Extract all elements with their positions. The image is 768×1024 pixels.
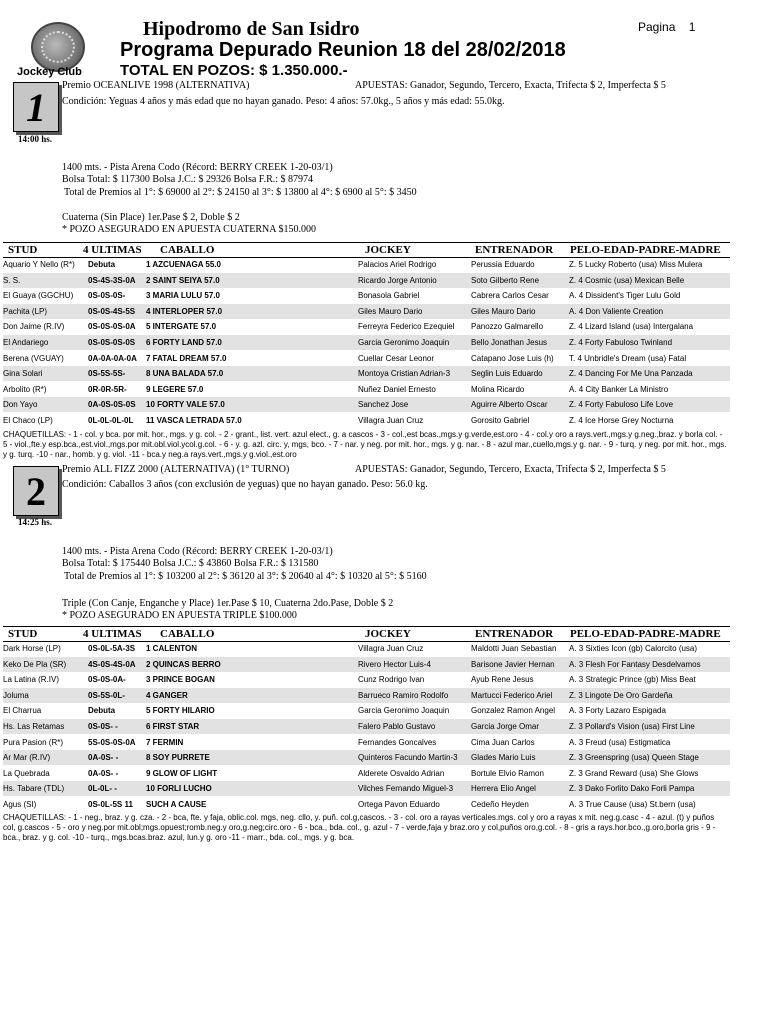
stud-cell: Hs. Las Retamas — [3, 722, 65, 731]
trainer-cell: Panozzo Galmarello — [471, 322, 544, 332]
col-jockey: JOCKEY — [365, 628, 411, 640]
jockey-cell: Nuñez Daniel Ernesto — [358, 384, 436, 394]
horse-name-cell: 5 FORTY HILARIO — [146, 706, 215, 716]
stud-cell: Agus (SI) — [3, 800, 37, 809]
table-row — [3, 335, 730, 350]
horse-name-cell: 5 INTERGATE 57.0 — [146, 322, 217, 332]
jockey-cell: Rivero Hector Luis-4 — [358, 659, 431, 669]
stud-cell: Berena (VGUAY) — [3, 353, 64, 363]
trainer-cell: Aguirre Alberto Oscar — [471, 400, 548, 410]
horse-name-cell: 8 SOY PURRETE — [146, 753, 210, 763]
pedigree-cell: Z. 4 Cosmic (usa) Mexican Belle — [569, 275, 685, 285]
stud-cell: El Charrua — [3, 706, 42, 716]
trainer-cell: Gonzalez Ramon Angel — [471, 706, 556, 716]
horse-name-cell: 11 VASCA LETRADA 57.0 — [146, 416, 242, 425]
trainer-cell: Cima Juan Carlos — [471, 737, 535, 747]
race-bolsa: Bolsa Total: $ 175440 Bolsa J.C.: $ 43860 Bolsa F.R.: $ 131580 — [62, 558, 319, 569]
ultimas-cell: 5S-0S-0S-0A — [88, 737, 136, 747]
ultimas-cell: 0L-0L-0L-0L — [88, 416, 134, 425]
stud-cell: Don Yayo — [3, 400, 38, 410]
table-row — [3, 797, 730, 812]
stud-cell: La Latina (R.IV) — [3, 675, 60, 685]
pedigree-cell: Z. 3 Pollard's Vision (usa) First Line — [569, 722, 695, 731]
trainer-cell: Glades Mario Luis — [471, 753, 536, 763]
horse-name-cell: 7 FATAL DREAM 57.0 — [146, 353, 227, 363]
page-subtitle: Programa Depurado Reunion 18 del 28/02/2018 — [120, 39, 566, 61]
horse-name-cell: 2 QUINCAS BERRO — [146, 659, 221, 669]
col-pelo: PELO-EDAD-PADRE-MADRE — [570, 244, 721, 256]
ultimas-cell: 0S-4S-3S-0A — [88, 275, 136, 285]
race-premios: Total de Premios al 1°: $ 103200 al 2°: $ 36120 al 3°: $ 20640 al 4°: $ 10320 al 5°: $ 5160 — [64, 571, 427, 582]
table-row — [3, 672, 730, 687]
ultimas-cell: 0A-0S- - — [88, 753, 119, 763]
ultimas-cell: 4S-0S-4S-0A — [88, 659, 136, 669]
total-pozos: TOTAL EN POZOS: $ 1.350.000.- — [120, 62, 348, 79]
trainer-cell: Maldotti Juan Sebastian — [471, 644, 557, 653]
jockey-cell: Ortega Pavon Eduardo — [358, 800, 440, 809]
page-title: Hipodromo de San Isidro — [143, 18, 360, 40]
jockey-cell: Villagra Juan Cruz — [358, 416, 424, 425]
stud-cell: Don Jaime (R.IV) — [3, 322, 65, 332]
jockey-cell: Garcia Geronimo Joaquin — [358, 706, 450, 716]
race-apuestas: APUESTAS: Ganador, Segundo, Tercero, Exacta, Trifecta $ 2, Imperfecta $ 5 — [355, 80, 666, 91]
pedigree-cell: A. 4 Don Valiente Creation — [569, 306, 664, 316]
pedigree-cell: Z. 3 Lingote De Oro Gardeña — [569, 690, 673, 700]
stud-cell: Pura Pasion (R*) — [3, 737, 64, 747]
col-caballo: CABALLO — [160, 628, 215, 640]
horse-name-cell: 9 GLOW OF LIGHT — [146, 768, 218, 778]
table-row — [3, 735, 730, 750]
race-pista: 1400 mts. - Pista Arena Codo (Récord: BERRY CREEK 1-20-03/1) — [62, 162, 333, 173]
table-row — [3, 382, 730, 397]
ultimas-cell: 0S-0S-0A- — [88, 675, 126, 685]
race-pista: 1400 mts. - Pista Arena Codo (Récord: BERRY CREEK 1-20-03/1) — [62, 546, 333, 557]
ultimas-cell: 0S-5S-5S- — [88, 369, 126, 379]
horse-name-cell: 1 AZCUENAGA 55.0 — [146, 260, 221, 269]
horse-name-cell: 2 SAINT SEIYA 57.0 — [146, 275, 220, 285]
col-stud: STUD — [8, 244, 38, 256]
ultimas-cell: 0S-0S-0S-0A — [88, 322, 136, 332]
ultimas-cell: 0S-0S-4S-5S — [88, 306, 136, 316]
chaquetillas: CHAQUETILLAS: - 1 - neg., braz. y g. cza. - 2 - bca, fte. y faja, oblic.col. mgs, neg. cllo, y. puñ. col.g,cascos. - 3 - col. oro a rayas verticales.mgs. col y oro a rayas x mit. neg.g.casc - 4 - azul. (t) y puños col, g.cascos - 5 - oro y neg.por mit.obl;mgs.opuest;romb.neg.y oro,g.neg;circ.oro - 6 - bca., bda. col., g. azul - 7 - verde,faja y braz.oro y col,puños oro,g.col. - 8 - gris a rays.hor.bco.,g.oro,borla gris - 9 - bca., braz. y g. col. -10 - turq., mgs.bcas.braz. azul, lun.y g. oro -11 - marr., bda. col., mgs. y g. bca. — [3, 813, 716, 842]
col-pelo: PELO-EDAD-PADRE-MADRE — [570, 628, 721, 640]
ultimas-cell: 0S-5S-0L- — [88, 690, 125, 700]
trainer-cell: Molina Ricardo — [471, 384, 525, 394]
pedigree-cell: T. 4 Unbridle's Dream (usa) Fatal — [569, 353, 687, 363]
jockey-cell: Villagra Juan Cruz — [358, 644, 424, 653]
trainer-cell: Seglin Luis Eduardo — [471, 369, 543, 379]
race-apuesta-especial: Triple (Con Canje, Enganche y Place) 1er.Pase $ 10, Cuaterna 2do.Pase, Doble $ 2 — [62, 598, 394, 609]
col-stud: STUD — [8, 628, 38, 640]
jockey-cell: Sanchez Jose — [358, 400, 409, 410]
jockey-cell: Fernandes Goncalves — [358, 737, 437, 747]
jockey-cell: Falero Pablo Gustavo — [358, 722, 436, 731]
entries-table-header — [3, 242, 730, 258]
pedigree-cell: Z. 4 Lizard Island (usa) Intergalana — [569, 322, 694, 332]
race-time: 14:00 hs. — [18, 134, 53, 144]
pedigree-cell: Z. 5 Lucky Roberto (usa) Miss Mulera — [569, 260, 703, 269]
ultimas-cell: 0S-0S- - — [88, 722, 118, 731]
jockey-cell: Cuellar Cesar Leonor — [358, 353, 435, 363]
horse-name-cell: 3 MARIA LULU 57.0 — [146, 291, 220, 301]
page-number: 1 — [688, 20, 696, 34]
trainer-cell: Bello Jonathan Jesus — [471, 338, 548, 347]
jockey-cell: Vilches Fernando Miguel-3 — [358, 784, 454, 794]
trainer-cell: Soto Gilberto Rene — [471, 275, 540, 285]
page-indicator — [638, 20, 695, 34]
trainer-cell: Cabrera Carlos Cesar — [471, 291, 549, 301]
ultimas-cell: 0S-0L-5A-3S — [88, 644, 136, 653]
stud-cell: El Andariego — [3, 338, 49, 347]
table-row — [3, 719, 730, 734]
pedigree-cell: A. 4 Dissident's Tiger Lulu Gold — [569, 291, 681, 301]
table-row — [3, 304, 730, 319]
pedigree-cell: A. 3 Sixties Icon (gb) Calorcito (usa) — [569, 644, 698, 653]
jockey-cell: Giles Mauro Dario — [358, 306, 423, 316]
ultimas-cell: 0S-0S-0S-0S — [88, 338, 136, 347]
jockey-cell: Ricardo Jorge Antonio — [358, 275, 437, 285]
table-row — [3, 641, 730, 656]
trainer-cell: Herrera Elio Angel — [471, 784, 536, 794]
stud-cell: Aquario Y Nello (R*) — [3, 260, 75, 269]
stud-cell: Joluma — [3, 690, 29, 700]
race-apuesta-especial: Cuaterna (Sin Place) 1er.Pase $ 2, Doble $ 2 — [62, 212, 240, 223]
jockey-cell: Barrueco Ramiro Rodolfo — [358, 690, 449, 700]
pedigree-cell: A. 3 Forty Lazaro Espigada — [569, 706, 666, 716]
jockey-cell: Palacios Ariel Rodrigo — [358, 260, 437, 269]
stud-cell: Dark Horse (LP) — [3, 644, 61, 653]
trainer-cell: Garcia Jorge Omar — [471, 722, 540, 731]
pedigree-cell: Z. 4 Ice Horse Grey Nocturna — [569, 416, 674, 425]
pedigree-cell: Z. 4 Forty Fabuloso Life Love — [569, 400, 674, 410]
pedigree-cell: A. 4 City Banker La Ministro — [569, 384, 669, 394]
pedigree-cell: Z. 3 Grand Reward (usa) She Glows — [569, 768, 699, 778]
table-row — [3, 413, 730, 428]
table-row — [3, 657, 730, 672]
logo-caption: Jockey Club — [17, 66, 82, 78]
stud-cell: La Quebrada — [3, 768, 50, 778]
race-premios: Total de Premios al 1°: $ 69000 al 2°: $ 24150 al 3°: $ 13800 al 4°: $ 6900 al 5°: $ 3450 — [64, 187, 417, 198]
trainer-cell: Barisone Javier Hernan — [471, 659, 555, 669]
table-row — [3, 688, 730, 703]
horse-name-cell: 6 FIRST STAR — [146, 722, 200, 731]
table-row — [3, 781, 730, 796]
trainer-cell: Gorosito Gabriel — [471, 416, 530, 425]
stud-cell: Gina Solari — [3, 369, 43, 379]
table-row — [3, 351, 730, 366]
pedigree-cell: Z. 3 Greenspring (usa) Queen Stage — [569, 753, 699, 763]
jockey-cell: Garcia Geronimo Joaquin — [358, 338, 450, 347]
col-jockey: JOCKEY — [365, 244, 411, 256]
stud-cell: Ar Mar (R.IV) — [3, 753, 51, 763]
race-premio: Premio ALL FIZZ 2000 (ALTERNATIVA) (1° TURNO) — [62, 464, 290, 475]
entries-table-header — [3, 626, 730, 642]
ultimas-cell: 0A-0S-0S-0S — [88, 400, 136, 410]
table-row — [3, 288, 730, 303]
race-number-box: 1 — [13, 82, 59, 132]
race-number-box: 2 — [13, 466, 59, 516]
jockey-cell: Ferreyra Federico Ezequiel — [358, 322, 455, 332]
chaquetillas: CHAQUETILLAS: - 1 - col. y bca. por mit. hor., mgs. y g. col. - 2 - grant., list. vert. azul elect., g. a cascos - 3 - col.,est bcas.,mgs.y g.verde,est.oro - 4 - col.y oro a rays.vert.,mgs.y g.neg.,braz. y borla col. - 5 - viol.,fte.y esp.bca.,est.viol.,mgs.por mit.obl.viol.ycol.g.col. - 6 - y. g. azl. circ. y, mgs, bco. - 7 - nar. y neg. por mit. hor., mgs. y g. nar. - 8 - azul mar.,cuello,mgs.y g. nar. - 9 - turq. y neg. por mit. hor., mgs. y g. turq. -10 - nar., homb. y g. viol. -11 - bca.y neg.a rays.vert.,mgs.y g.viol.,est.oro — [3, 430, 727, 459]
table-row — [3, 366, 730, 381]
pedigree-cell: Z. 3 Dako Forlito Dako Forli Pampa — [569, 784, 695, 794]
trainer-cell: Giles Mauro Dario — [471, 306, 536, 316]
horse-name-cell: 7 FERMIN — [146, 737, 184, 747]
race-pozo: * POZO ASEGURADO EN APUESTA TRIPLE $100.000 — [62, 610, 297, 621]
table-row — [3, 273, 730, 288]
horse-name-cell: 4 INTERLOPER 57.0 — [146, 306, 223, 316]
col-caballo: CABALLO — [160, 244, 215, 256]
stud-cell: S. S. — [3, 275, 21, 285]
stud-cell: Hs. Tabare (TDL) — [3, 784, 65, 794]
table-row — [3, 319, 730, 334]
horse-name-cell: 10 FORLI LUCHO — [146, 784, 212, 794]
horse-name-cell: SUCH A CAUSE — [146, 800, 207, 809]
pedigree-cell: Z. 4 Forty Fabuloso Twinland — [569, 338, 673, 347]
stud-cell: El Guaya (GGCHU) — [3, 291, 74, 301]
stud-cell: Arbolito (R*) — [3, 384, 47, 394]
ultimas-cell: 0A-0S- - — [88, 768, 119, 778]
race-premio: Premio OCEANLIVE 1998 (ALTERNATIVA) — [62, 80, 250, 91]
trainer-cell: Martucci Federico Ariel — [471, 690, 553, 700]
race-condicion: Condición: Caballos 3 años (con exclusión de yeguas) que no hayan ganado. Peso: 56.0 kg. — [62, 479, 428, 490]
pedigree-cell: A. 3 Strategic Prince (gb) Miss Beat — [569, 675, 696, 685]
horse-name-cell: 3 PRINCE BOGAN — [146, 675, 215, 685]
ultimas-cell: 0S-0S-0S- — [88, 291, 126, 301]
trainer-cell: Bortule Elvio Ramon — [471, 768, 544, 778]
pedigree-cell: Z. 4 Dancing For Me Una Panzada — [569, 369, 693, 379]
table-row — [3, 750, 730, 765]
horse-name-cell: 9 LEGERE 57.0 — [146, 384, 204, 394]
race-pozo: * POZO ASEGURADO EN APUESTA CUATERNA $150.000 — [62, 224, 316, 235]
col-entrenador: ENTRENADOR — [475, 628, 554, 640]
pedigree-cell: A. 3 Flesh For Fantasy Desdelvamos — [569, 659, 701, 669]
trainer-cell: Cedeño Heyden — [471, 800, 529, 809]
horse-name-cell: 8 UNA BALADA 57.0 — [146, 369, 224, 379]
trainer-cell: Perussia Eduardo — [471, 260, 535, 269]
jockey-cell: Cunz Rodrigo Ivan — [358, 675, 425, 685]
stud-cell: Pachita (LP) — [3, 306, 48, 316]
table-row — [3, 703, 730, 718]
horse-name-cell: 10 FORTY VALE 57.0 — [146, 400, 225, 410]
jockey-cell: Bonasola Gabriel — [358, 291, 420, 301]
ultimas-cell: 0R-0R-5R- — [88, 384, 127, 394]
ultimas-cell: 0A-0A-0A-0A — [88, 353, 137, 363]
ultimas-cell: 0S-0L-5S 11 — [88, 800, 133, 809]
jockey-cell: Alderete Osvaldo Adrian — [358, 768, 445, 778]
table-row — [3, 766, 730, 781]
race-time: 14:25 hs. — [18, 517, 53, 527]
col-entrenador: ENTRENADOR — [475, 244, 554, 256]
pedigree-cell: A. 3 True Cause (usa) St.bern (usa) — [569, 800, 696, 809]
table-row — [3, 397, 730, 412]
jockey-club-logo — [31, 22, 85, 72]
stud-cell: Keko De Pla (SR) — [3, 659, 67, 669]
ultimas-cell: 0L-0L- - — [88, 784, 117, 794]
col-ultimas: 4 ULTIMAS — [83, 244, 142, 256]
ultimas-cell: Debuta — [88, 706, 116, 716]
jockey-cell: Montoya Cristian Adrian-3 — [358, 369, 451, 379]
pedigree-cell: A. 3 Freud (usa) Estigmatica — [569, 737, 671, 747]
trainer-cell: Ayub Rene Jesus — [471, 675, 534, 685]
horse-name-cell: 4 GANGER — [146, 690, 188, 700]
page-label: Pagina — [638, 20, 676, 34]
jockey-cell: Quinteros Facundo Martin-3 — [358, 753, 458, 763]
trainer-cell: Catapano Jose Luis (h) — [471, 353, 554, 363]
table-row — [3, 257, 730, 272]
stud-cell: El Chaco (LP) — [3, 416, 53, 425]
horse-name-cell: 6 FORTY LAND 57.0 — [146, 338, 222, 347]
race-bolsa: Bolsa Total: $ 117300 Bolsa J.C.: $ 29326 Bolsa F.R.: $ 87974 — [62, 174, 314, 185]
horse-name-cell: 1 CALENTON — [146, 644, 197, 653]
col-ultimas: 4 ULTIMAS — [83, 628, 142, 640]
ultimas-cell: Debuta — [88, 260, 116, 269]
race-apuestas: APUESTAS: Ganador, Segundo, Tercero, Exacta, Trifecta $ 2, Imperfecta $ 5 — [355, 464, 666, 475]
race-condicion: Condición: Yeguas 4 años y más edad que no hayan ganado. Peso: 4 años: 57.0kg., 5 años y más edad: 55.0kg. — [62, 96, 505, 107]
